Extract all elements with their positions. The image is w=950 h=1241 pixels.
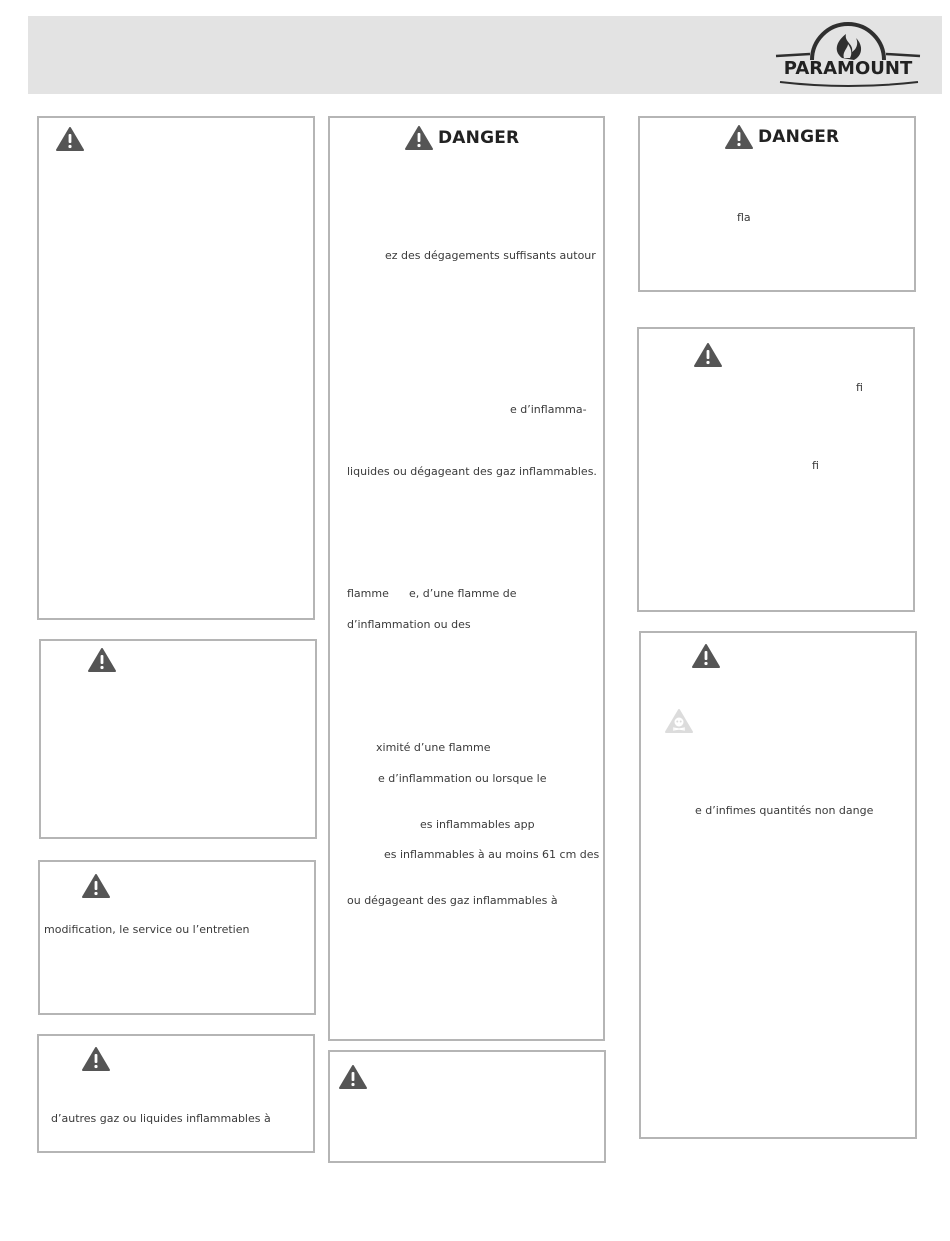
text-fragment: modification, le service ou l’entretien: [44, 923, 250, 936]
warning-panel-col1-d: [37, 1034, 315, 1153]
warning-triangle-icon: [87, 647, 117, 673]
text-fragment: ximité d’une flamme: [376, 741, 491, 754]
warning-panel-col3-a: [637, 327, 915, 612]
text-fragment: es inflammables à au moins 61 cm des: [384, 848, 600, 861]
text-fragment: ou dégageant des gaz inflammables à: [347, 894, 558, 907]
warning-triangle-icon: [81, 1046, 111, 1072]
warning-triangle-icon: [404, 125, 434, 151]
warning-panel-col3-b: [639, 631, 917, 1139]
text-fragment: e d’inflamma-: [510, 403, 587, 416]
text-fragment: flamme: [347, 587, 389, 600]
text-fragment: e, d’une flamme de: [409, 587, 517, 600]
warning-triangle-icon: [338, 1064, 368, 1090]
skull-triangle-icon: [664, 708, 694, 734]
warning-triangle-icon: [691, 643, 721, 669]
text-fragment: fla: [737, 211, 751, 224]
warning-panel-col1-b: [39, 639, 317, 839]
danger-panel-col2: [328, 116, 605, 1041]
text-fragment: e d’inflammation ou lorsque le: [378, 772, 547, 785]
warning-panel-col2: [328, 1050, 606, 1163]
text-fragment: d’autres gaz ou liquides inflammables à: [51, 1112, 271, 1125]
warning-triangle-icon: [693, 342, 723, 368]
warning-panel-col1-c: [38, 860, 316, 1015]
danger-heading: DANGER: [438, 128, 520, 148]
paramount-logo: [772, 22, 924, 90]
text-fragment: d’inflammation ou des: [347, 618, 471, 631]
danger-heading: DANGER: [758, 127, 840, 147]
text-fragment: liquides ou dégageant des gaz inflammables.: [347, 465, 597, 478]
brand-name: PARAMOUNT: [783, 58, 913, 79]
text-fragment: e d’infimes quantités non dange: [695, 804, 874, 817]
warning-panel-col1-a: [37, 116, 315, 620]
text-fragment: fi: [856, 381, 863, 394]
text-fragment: es inflammables app: [420, 818, 535, 831]
warning-triangle-icon: [81, 873, 111, 899]
text-fragment: ez des dégagements suffisants autour: [385, 249, 596, 262]
warning-triangle-icon: [724, 124, 754, 150]
warning-triangle-icon: [55, 126, 85, 152]
danger-panel-col3: [638, 116, 916, 292]
text-fragment: fi: [812, 459, 819, 472]
